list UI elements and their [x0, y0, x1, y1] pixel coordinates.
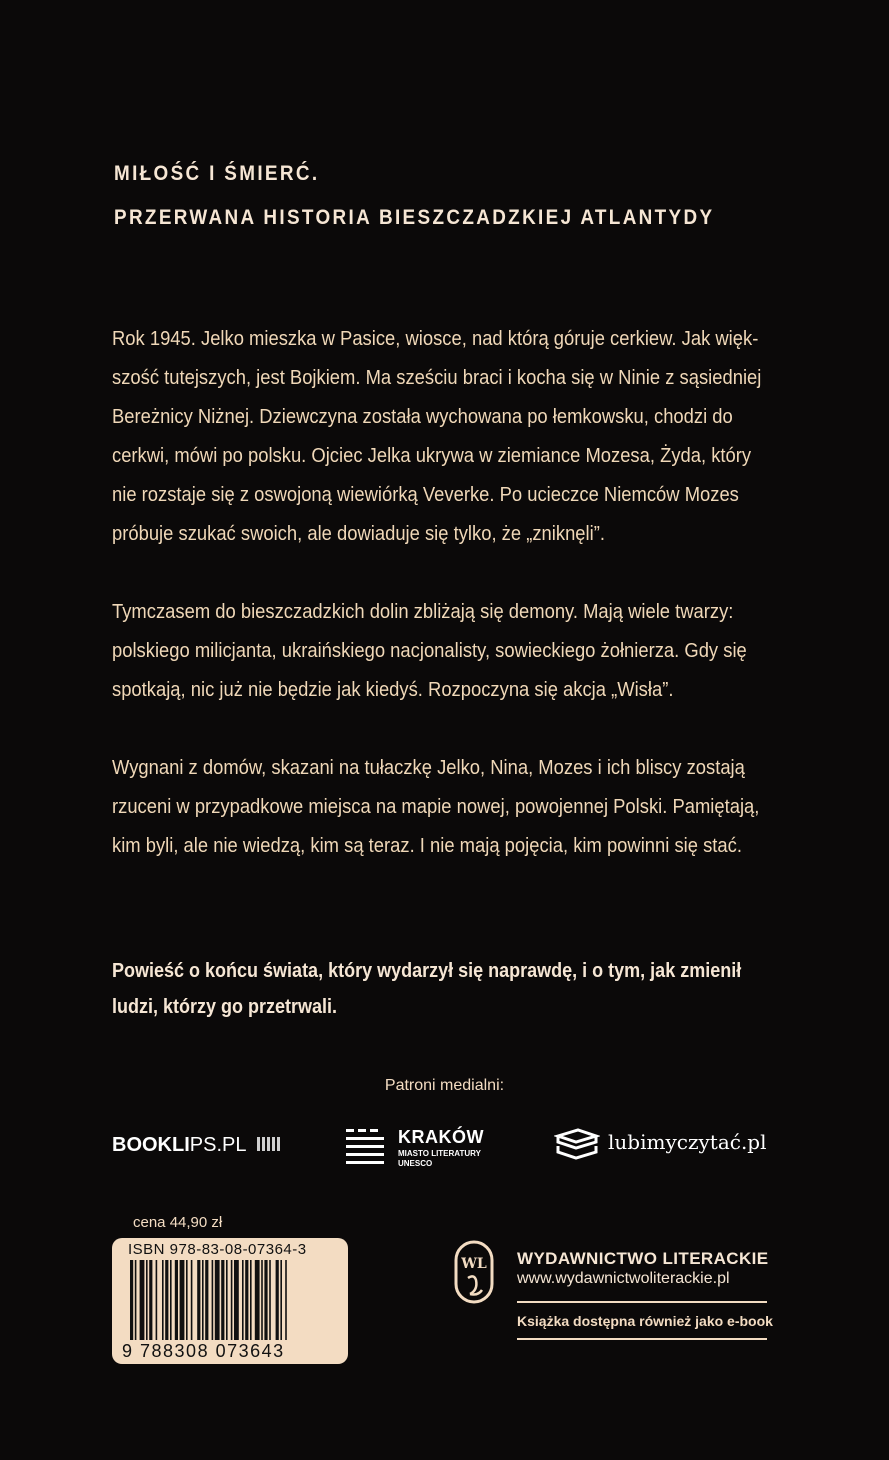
tagline-line: ludzi, którzy go przetrwali.	[112, 996, 338, 1018]
barcode-bar	[280, 1260, 282, 1340]
paragraph-2	[112, 593, 830, 710]
paragraph-line: polskiego milicjanta, ukraińskiego nacjonalisty, sowieckiego żołnierza. Gdy się	[112, 640, 747, 662]
barcode-bar	[186, 1260, 188, 1340]
paragraph-line: szość tutejszych, jest Bojkiem. Ma sześciu braci i kocha się w Ninie z sąsiedniej	[112, 367, 762, 389]
paragraph-line: Rok 1945. Jelko mieszka w Pasice, wiosce, nad którą góruje cerkiew. Jak więk-	[112, 328, 759, 350]
paragraph-1	[112, 320, 830, 554]
divider	[517, 1301, 767, 1303]
barcode-bar	[212, 1260, 214, 1340]
krakow-subtitle: MIASTO LITERATURY UNESCO	[398, 1149, 481, 1168]
krakow-title: KRAKÓW	[398, 1127, 484, 1147]
barcode-bar	[180, 1260, 185, 1340]
barcode-bar	[215, 1260, 220, 1340]
barcode-bar	[146, 1260, 148, 1340]
barcode-bar	[269, 1260, 271, 1340]
paragraph-line: cerkwi, mówi po polsku. Ojciec Jelka ukrywa w ziemiance Mozesa, Żyda, który	[112, 445, 752, 467]
books-stack-icon	[554, 1126, 600, 1166]
headline-line-1: MIŁOŚĆ I ŚMIERĆ.	[114, 162, 320, 185]
barcode-bar	[140, 1260, 145, 1340]
publisher-name: WYDAWNICTWO LITERACKIE	[517, 1249, 769, 1268]
barcode-bar	[175, 1260, 178, 1340]
barcode-bar	[205, 1260, 208, 1340]
paragraph-line: rzuceni w przypadkowe miejsca na mapie nowej, powojennej Polski. Pamiętają,	[112, 796, 760, 818]
barcode-bar	[285, 1260, 287, 1340]
barcode-bar	[162, 1260, 164, 1340]
tagline-line: Powieść o końcu świata, który wydarzył się naprawdę, i o tym, jak zmienił	[112, 960, 742, 982]
divider	[517, 1338, 767, 1340]
booklips-logo-rest: PS.PL	[189, 1134, 246, 1156]
paragraph-line: Wygnani z domów, skazani na tułaczkę Jelko, Nina, Mozes i ich bliscy zostają	[112, 757, 745, 779]
barcode-bar	[226, 1260, 228, 1340]
paragraph-line: próbuje szukać swoich, ale dowiaduje się tylko, że „zniknęli”.	[112, 523, 605, 545]
headline-line-2: PRZERWANA HISTORIA BIESZCZADZKIEJ ATLANTYDY	[114, 206, 715, 229]
booklips-logo-bold: BOOKLI	[112, 1134, 190, 1156]
booklips-logo	[112, 1134, 282, 1157]
krakow-lines-icon	[346, 1127, 386, 1169]
ean-digits: 9 788308 073643	[122, 1341, 285, 1361]
barcode-bar	[255, 1260, 260, 1340]
barcode-bar	[245, 1260, 248, 1340]
booklips-bars-icon	[257, 1134, 282, 1157]
barcode-bar	[276, 1260, 279, 1340]
barcode-bar	[250, 1260, 252, 1340]
ebook-note: Książka dostępna również jako e-book	[517, 1313, 773, 1329]
paragraph-line: Tymczasem do bieszczadzkich dolin zbliżają się demony. Mają wiele twarzy:	[112, 601, 734, 623]
tagline	[112, 953, 814, 1025]
barcode-bar	[130, 1260, 133, 1340]
barcode-bar	[165, 1260, 168, 1340]
paragraph-line: kim byli, ale nie wiedzą, kim są teraz. I nie mają pojęcia, kim powinni się stać.	[112, 835, 742, 857]
patrons-label: Patroni medialni:	[384, 1077, 505, 1094]
barcode-bar	[234, 1260, 239, 1340]
barcode-bar	[261, 1260, 263, 1340]
paragraph-line: Bereżnicy Niżnej. Dziewczyna została wychowana po łemkowsku, chodzi do	[112, 406, 733, 428]
wl-logo-letter-w: WL	[461, 1256, 487, 1272]
barcode-bar	[170, 1260, 172, 1340]
paragraph-line: nie rozstaje się z oswojoną wiewiórką Veverke. Po ucieczce Niemców Mozes	[112, 484, 739, 506]
barcode-bar	[221, 1260, 224, 1340]
barcode-bar	[197, 1260, 200, 1340]
lubimyczytac-text: lubimyczytać.pl	[608, 1130, 767, 1154]
barcode-bar	[242, 1260, 244, 1340]
publisher-url: www.wydawnictwoliterackie.pl	[517, 1270, 730, 1287]
barcode-bars-icon	[130, 1260, 336, 1340]
barcode-bar	[191, 1260, 193, 1340]
barcode-bar	[231, 1260, 233, 1340]
wl-publisher-logo	[454, 1240, 494, 1304]
isbn-number: ISBN 978-83-08-07364-3	[128, 1241, 307, 1258]
barcode	[112, 1238, 348, 1364]
paragraph-3	[112, 749, 830, 866]
barcode-bar	[135, 1260, 137, 1340]
barcode-bar	[264, 1260, 267, 1340]
barcode-bar	[202, 1260, 204, 1340]
paragraph-line: spotkają, nic już nie będzie jak kiedyś. Rozpoczyna się akcja „Wisła”.	[112, 679, 674, 701]
barcode-bar	[156, 1260, 158, 1340]
price: cena 44,90 zł	[133, 1214, 223, 1231]
barcode-bar	[149, 1260, 152, 1340]
